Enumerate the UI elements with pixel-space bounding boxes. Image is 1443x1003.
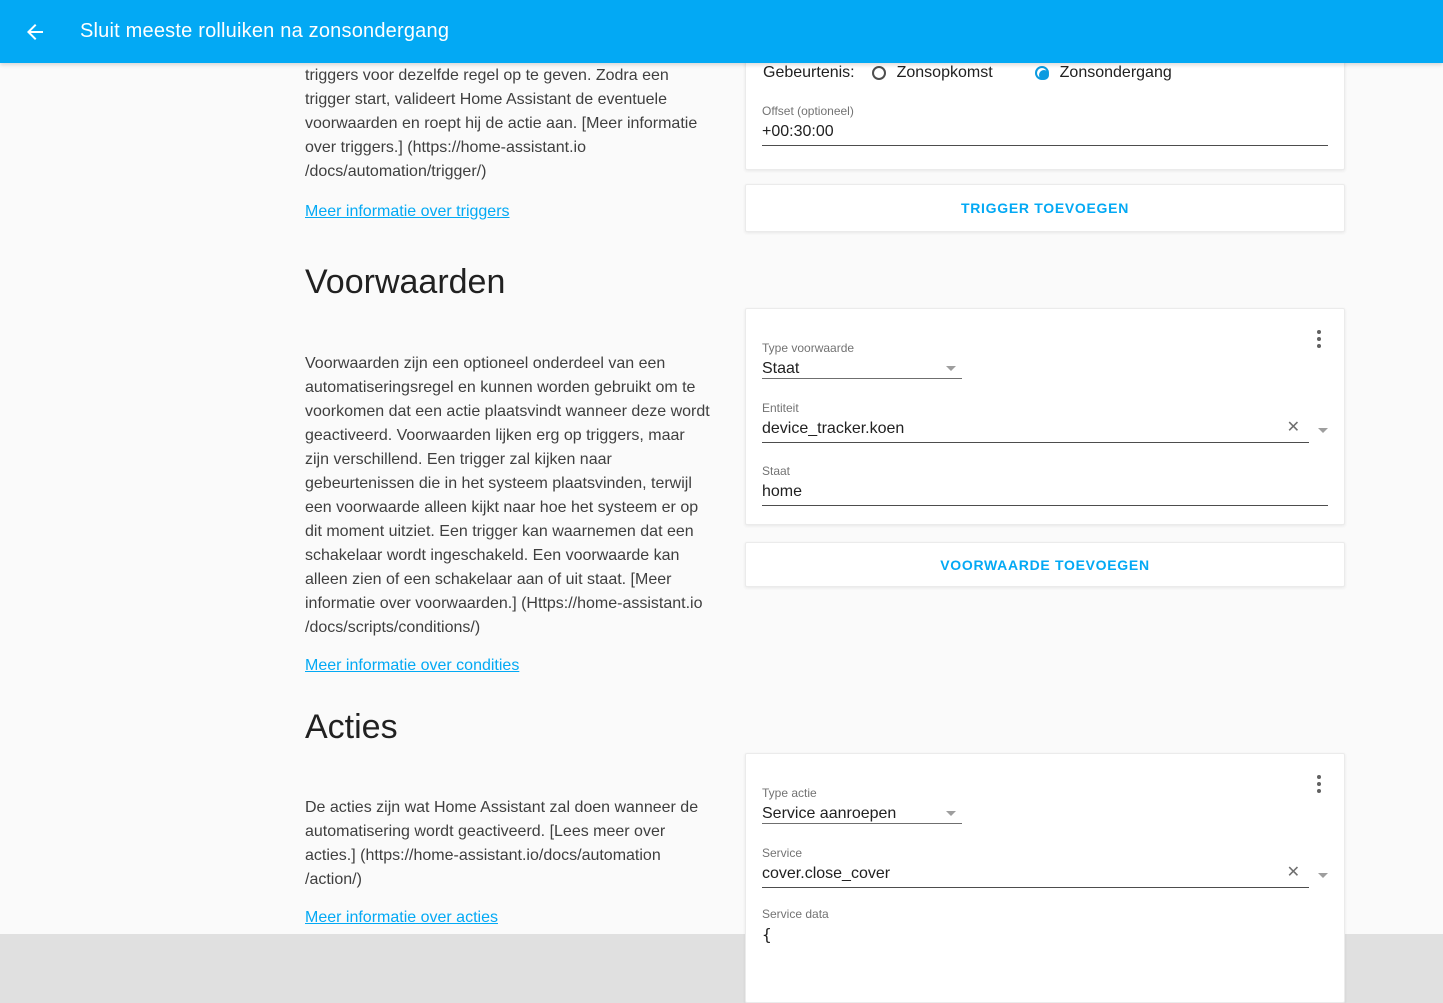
- service-data-label: Service data: [762, 907, 829, 921]
- entity-input[interactable]: [762, 419, 1309, 443]
- actions-heading: Acties: [305, 708, 398, 746]
- arrow-left-icon: [23, 20, 47, 44]
- chevron-down-icon[interactable]: [1318, 428, 1328, 433]
- triggers-intro-text: triggers voor dezelfde regel op te geven. Zodra een trigger start, valideert Home Assistant de eventuele voorwaarden en roept hij de actie aan. [Meer informatie over triggers.] (https://home-assistant.io /docs/automation/trigger/): [305, 67, 698, 180]
- add-condition-button[interactable]: [745, 542, 1345, 587]
- page-title: Sluit meeste rolluiken na zonsondergang: [80, 20, 450, 42]
- conditions-info-link[interactable]: Meer informatie over condities: [305, 657, 520, 674]
- offset-label: Offset (optioneel): [762, 104, 854, 118]
- chevron-down-icon: [946, 366, 956, 371]
- add-trigger-button[interactable]: [745, 184, 1345, 232]
- chevron-down-icon: [946, 811, 956, 816]
- service-data-input[interactable]: {: [762, 925, 772, 944]
- add-trigger-button-label: TRIGGER TOEVOEGEN: [961, 200, 1129, 216]
- service-label: Service: [762, 846, 803, 860]
- add-condition-button-label: VOORWAARDE TOEVOEGEN: [940, 556, 1150, 573]
- service-input[interactable]: [762, 864, 1309, 888]
- condition-type-select[interactable]: [762, 359, 962, 379]
- actions-info-link[interactable]: Meer informatie over acties: [305, 909, 498, 926]
- offset-input[interactable]: [762, 122, 1328, 146]
- condition-card: [745, 308, 1345, 525]
- condition-state-label: Staat: [762, 464, 791, 478]
- action-type-value: Service aanroepen: [762, 805, 897, 822]
- clear-icon[interactable]: ✕: [1286, 417, 1300, 436]
- condition-state-input[interactable]: [762, 482, 1328, 506]
- conditions-heading: Voorwaarden: [305, 263, 506, 301]
- action-type-select[interactable]: [762, 804, 962, 824]
- radio-option-zonsondergang[interactable]: [1035, 64, 1172, 82]
- radio-option-label: Zonsopkomst: [896, 64, 993, 81]
- conditions-intro-text: Voorwaarden zijn een optioneel onderdeel van een automatiseringsregel en kunnen worden gebruikt om te voorkomen dat een actie plaatsvindt wanneer deze wordt geactiveerd. Voorwaarden lijken erg op triggers, maar zijn verschillend. Een trigger zal kijken naar gebeurtenissen die in het systeem plaatsvinden, terwijl een voorwaarde alleen kijkt naar hoe het systeem er op dit moment uitziet. Een trigger kan waarnemen dat een schakelaar wordt ingeschakeld. Een voorwaarde kan alleen zien of een schakelaar aan of uit staat. [Meer informatie over voorwaarden.] (Https://home-assistant.io /docs/scripts/conditions/): [305, 355, 710, 636]
- condition-type-label: Type voorwaarde: [762, 341, 855, 355]
- clear-icon[interactable]: ✕: [1286, 862, 1300, 881]
- radio-option-label: Zonsondergang: [1059, 64, 1172, 81]
- back-button[interactable]: [23, 20, 47, 44]
- radio-unchecked-icon: [872, 66, 886, 80]
- triggers-info-link[interactable]: Meer informatie over triggers: [305, 203, 510, 220]
- radio-option-zonsopkomst[interactable]: [872, 64, 993, 82]
- radio-checked-icon: [1035, 66, 1049, 80]
- event-label: Gebeurtenis:: [763, 64, 855, 81]
- actions-intro-text: De acties zijn wat Home Assistant zal doen wanneer de automatisering wordt geactiveerd. [Lees meer over acties.] (https://home-assistant.io/docs/automation /action/): [305, 799, 699, 888]
- entity-label: Entiteit: [762, 401, 799, 415]
- condition-type-value: Staat: [762, 360, 800, 377]
- trigger-event-row: [763, 64, 1172, 82]
- app-header: [0, 0, 1443, 63]
- chevron-down-icon[interactable]: [1318, 873, 1328, 878]
- action-type-label: Type actie: [762, 786, 817, 800]
- action-card: [745, 753, 1345, 1003]
